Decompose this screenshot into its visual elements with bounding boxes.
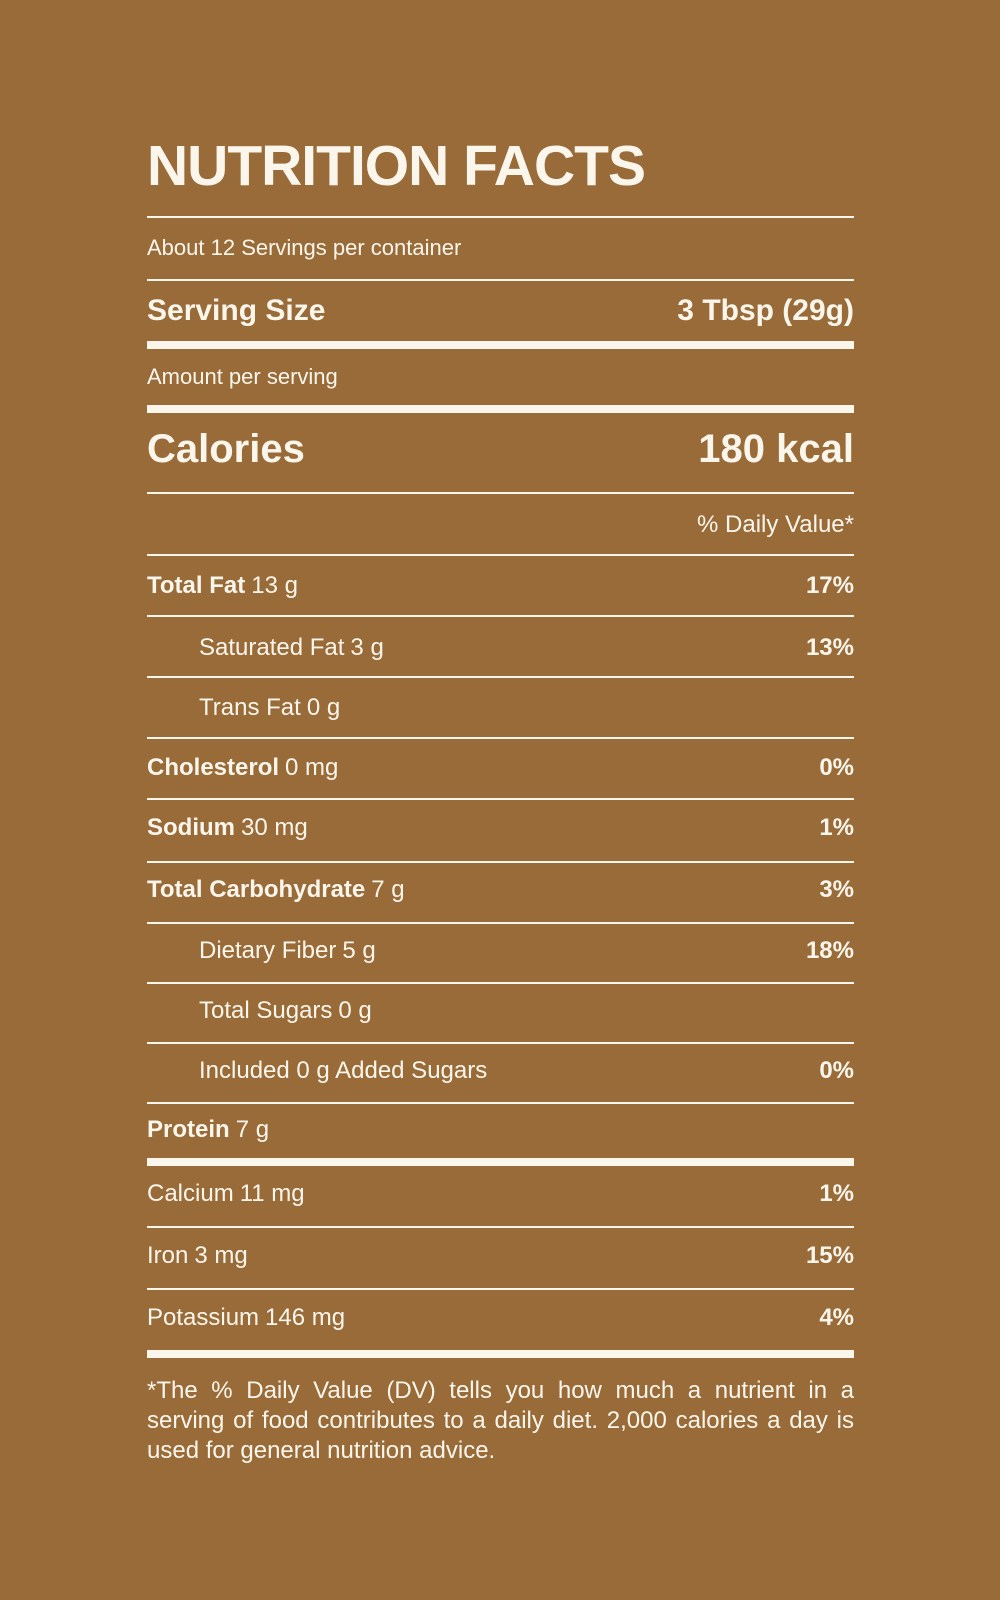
serving-size-value: 3 Tbsp (29g): [677, 294, 854, 327]
nutrient-dv: 0%: [819, 1057, 854, 1084]
nutrient-amount: 3 g: [350, 634, 384, 661]
divider: [147, 922, 854, 924]
divider-thick: [147, 341, 854, 349]
divider: [147, 861, 854, 863]
divider: [147, 615, 854, 617]
nutrient-row-saturated-fat: [147, 626, 854, 670]
nutrient-name: Total Sugars: [199, 997, 333, 1024]
nutrient-name: Protein: [147, 1116, 230, 1143]
nutrient-row-dietary-fiber: [147, 929, 854, 973]
nutrient-name: Trans Fat: [199, 694, 301, 721]
amount-per-serving: Amount per serving: [147, 364, 338, 389]
nutrient-row-total-sugars: [147, 989, 854, 1033]
nutrient-amount: 30 mg: [241, 814, 308, 841]
divider: [147, 216, 854, 218]
calories-row: [147, 421, 854, 477]
mineral-row-calcium: [147, 1172, 854, 1216]
divider-thick: [147, 405, 854, 413]
divider: [147, 798, 854, 800]
divider: [147, 1226, 854, 1228]
mineral-name: Potassium: [147, 1304, 260, 1331]
nutrient-amount: 13 g: [251, 572, 298, 599]
nutrient-amount: 5 g: [342, 937, 376, 964]
nutrient-name: Dietary Fiber: [199, 937, 337, 964]
daily-value-header: % Daily Value*: [697, 511, 854, 538]
nutrient-dv: 1%: [819, 814, 854, 841]
nutrient-amount: 0 g: [306, 694, 341, 721]
servings-row: [147, 228, 854, 268]
divider: [147, 279, 854, 281]
nutrient-name: Included 0 g Added Sugars: [199, 1057, 488, 1084]
nutrient-row-total-fat: [147, 564, 854, 608]
divider-thick: [147, 1350, 854, 1358]
footnote: *The % Daily Value (DV) tells you how much a nutrient in a serving of food contributes to a daily diet. 2,000 calories a day is used for general nutrition advice.: [147, 1377, 854, 1464]
nutrient-name: Cholesterol: [147, 754, 280, 781]
nutrient-dv: 17%: [805, 572, 854, 599]
divider: [147, 676, 854, 678]
nutrient-name: Saturated Fat: [199, 634, 345, 661]
nutrient-name: Sodium: [147, 814, 235, 841]
mineral-row-potassium: [147, 1296, 854, 1340]
divider: [147, 1102, 854, 1104]
calories-value: 180 kcal: [698, 426, 854, 471]
divider: [147, 737, 854, 739]
nutrient-name: Total Fat: [147, 572, 246, 599]
servings-per-container: About 12 Servings per container: [147, 235, 462, 260]
mineral-amount: 146 mg: [265, 1304, 346, 1331]
nutrient-amount: 7 g: [371, 876, 405, 903]
amount-per-serving-row: [147, 357, 854, 397]
nutrient-dv: 3%: [819, 876, 854, 903]
nutrient-name: Total Carbohydrate: [147, 876, 366, 903]
serving-size-row: [147, 289, 854, 333]
divider: [147, 982, 854, 984]
divider: [147, 492, 854, 494]
nutrient-row-protein: [147, 1108, 854, 1152]
mineral-row-iron: [147, 1234, 854, 1278]
nutrient-row-sodium: [147, 806, 854, 850]
divider: [147, 554, 854, 556]
mineral-dv: 1%: [819, 1180, 854, 1207]
mineral-name: Calcium: [147, 1180, 234, 1207]
mineral-dv: 4%: [819, 1304, 854, 1331]
label-title: NUTRITION FACTS: [147, 134, 645, 198]
divider: [147, 1288, 854, 1290]
nutrient-amount: 0 g: [338, 997, 372, 1024]
daily-value-header-row: [147, 504, 854, 546]
mineral-name: Iron: [147, 1242, 189, 1269]
serving-size-label: Serving Size: [147, 294, 326, 327]
divider: [147, 1042, 854, 1044]
nutrient-amount: 7 g: [235, 1116, 270, 1143]
nutrient-row-cholesterol: [147, 746, 854, 790]
nutrient-row-trans-fat: [147, 686, 854, 730]
nutrient-row-total-carbohydrate: [147, 868, 854, 912]
mineral-amount: 3 mg: [194, 1242, 248, 1269]
mineral-amount: 11 mg: [239, 1180, 305, 1207]
mineral-dv: 15%: [805, 1242, 854, 1269]
nutrient-amount: 0 mg: [285, 754, 339, 781]
nutrient-dv: 0%: [819, 754, 854, 781]
nutrient-row-added-sugars: [147, 1049, 854, 1093]
divider-thick: [147, 1158, 854, 1166]
nutrient-dv: 13%: [805, 634, 854, 661]
calories-label: Calories: [147, 426, 305, 471]
nutrient-dv: 18%: [805, 937, 854, 964]
